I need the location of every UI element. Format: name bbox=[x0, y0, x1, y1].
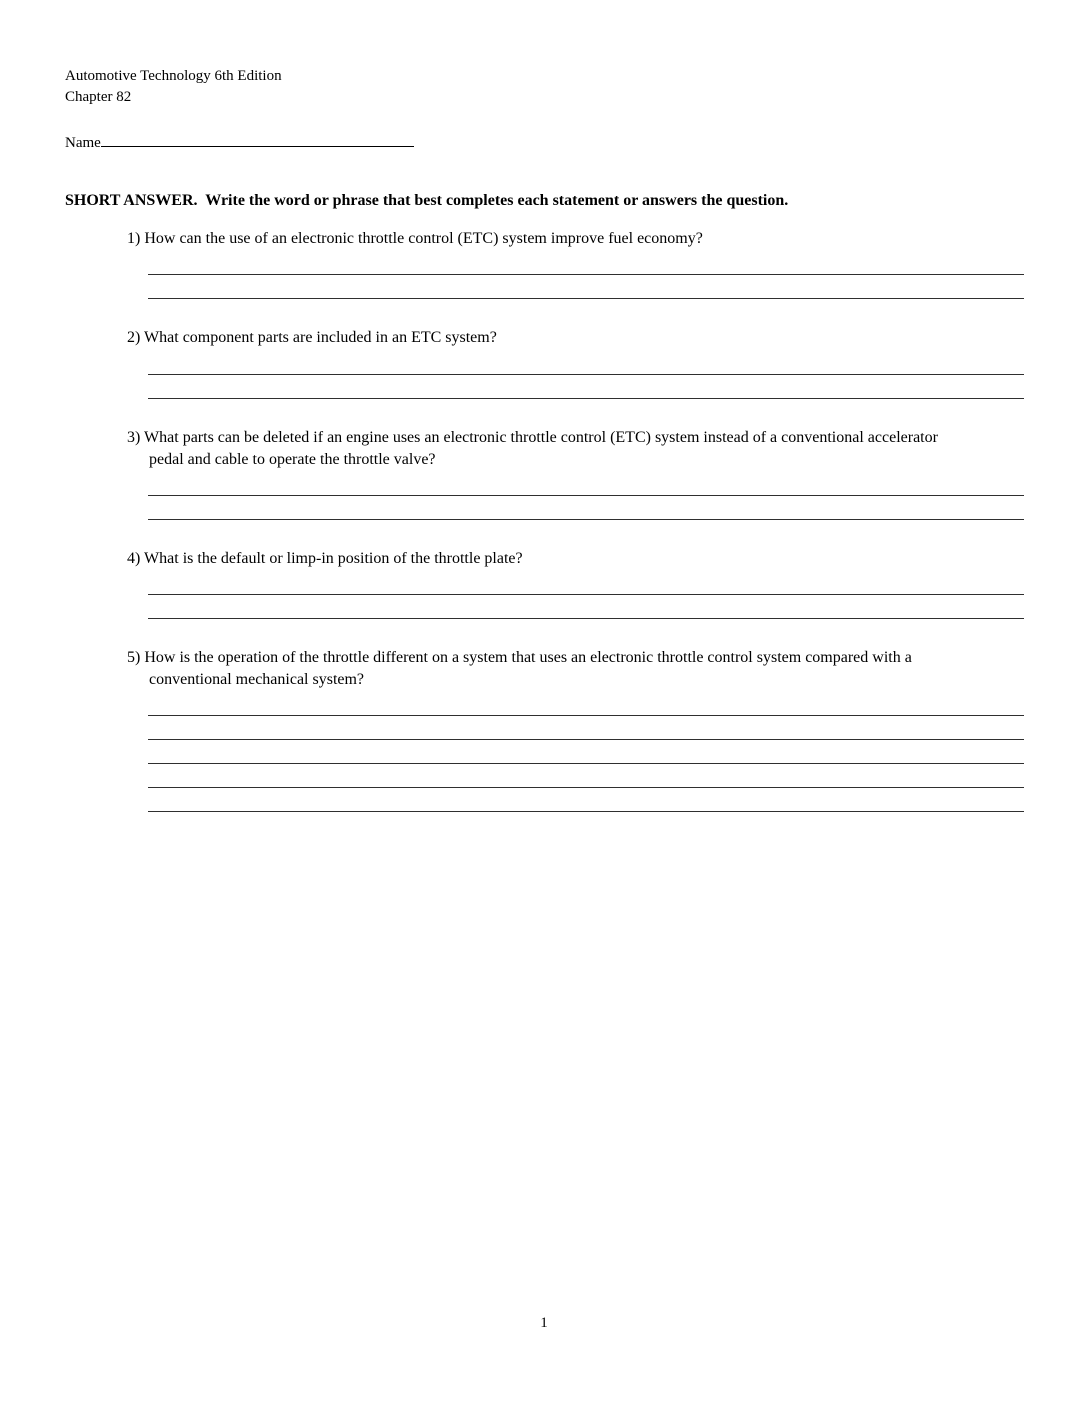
answer-blank-line bbox=[148, 595, 1024, 619]
document-header bbox=[65, 66, 1024, 107]
answer-blank-line bbox=[148, 275, 1024, 299]
answer-blank-line bbox=[148, 716, 1024, 740]
question-number: 3) bbox=[127, 428, 145, 446]
name-label: Name bbox=[65, 135, 101, 152]
answer-lines bbox=[148, 351, 1024, 399]
name-blank-line bbox=[101, 131, 414, 147]
question-text: 4) What is the default or limp-in position of the throttle plate? bbox=[127, 549, 523, 567]
question-number: 5) bbox=[127, 648, 145, 666]
answer-blank-line bbox=[148, 571, 1024, 595]
book-title: Automotive Technology 6th Edition bbox=[65, 68, 282, 84]
answer-blank-line bbox=[148, 472, 1024, 496]
question-number: 2) bbox=[127, 329, 145, 347]
answer-blank-line bbox=[148, 788, 1024, 812]
answer-blank-line bbox=[148, 496, 1024, 520]
question-text: 3) What parts can be deleted if an engine uses an electronic throttle control (ETC) system instead of a conventional accelerator pedal and cable to operate the throttle valve? bbox=[127, 428, 938, 468]
chapter-label: Chapter 82 bbox=[65, 88, 132, 105]
answer-blank-line bbox=[148, 251, 1024, 275]
question-text: 5) How is the operation of the throttle different on a system that uses an electronic throttle control system compared with a conventional mechanical system? bbox=[127, 648, 912, 688]
question-number: 4) bbox=[127, 549, 145, 567]
answer-blank-line bbox=[148, 740, 1024, 764]
answer-lines bbox=[148, 251, 1024, 299]
name-row bbox=[65, 131, 1024, 152]
page-footer bbox=[0, 1315, 1088, 1332]
answer-blank-line bbox=[148, 692, 1024, 716]
questions-list bbox=[65, 228, 1024, 812]
question-item bbox=[127, 647, 1024, 812]
question-item bbox=[127, 327, 1024, 398]
answer-blank-line bbox=[148, 764, 1024, 788]
question-item bbox=[127, 427, 1024, 520]
section-instructions: SHORT ANSWER. Write the word or phrase that best completes each statement or answers the question. bbox=[65, 192, 789, 210]
question-number: 1) bbox=[127, 230, 145, 248]
question-text: 2) What component parts are included in an ETC system? bbox=[127, 329, 497, 347]
answer-blank-line bbox=[148, 375, 1024, 399]
answer-lines bbox=[148, 472, 1024, 520]
answer-lines bbox=[148, 692, 1024, 812]
answer-blank-line bbox=[148, 351, 1024, 375]
question-text: 1) How can the use of an electronic throttle control (ETC) system improve fuel economy? bbox=[127, 230, 703, 248]
question-item bbox=[127, 548, 1024, 619]
page-number: 1 bbox=[540, 1315, 548, 1331]
question-item bbox=[127, 228, 1024, 299]
answer-lines bbox=[148, 571, 1024, 619]
